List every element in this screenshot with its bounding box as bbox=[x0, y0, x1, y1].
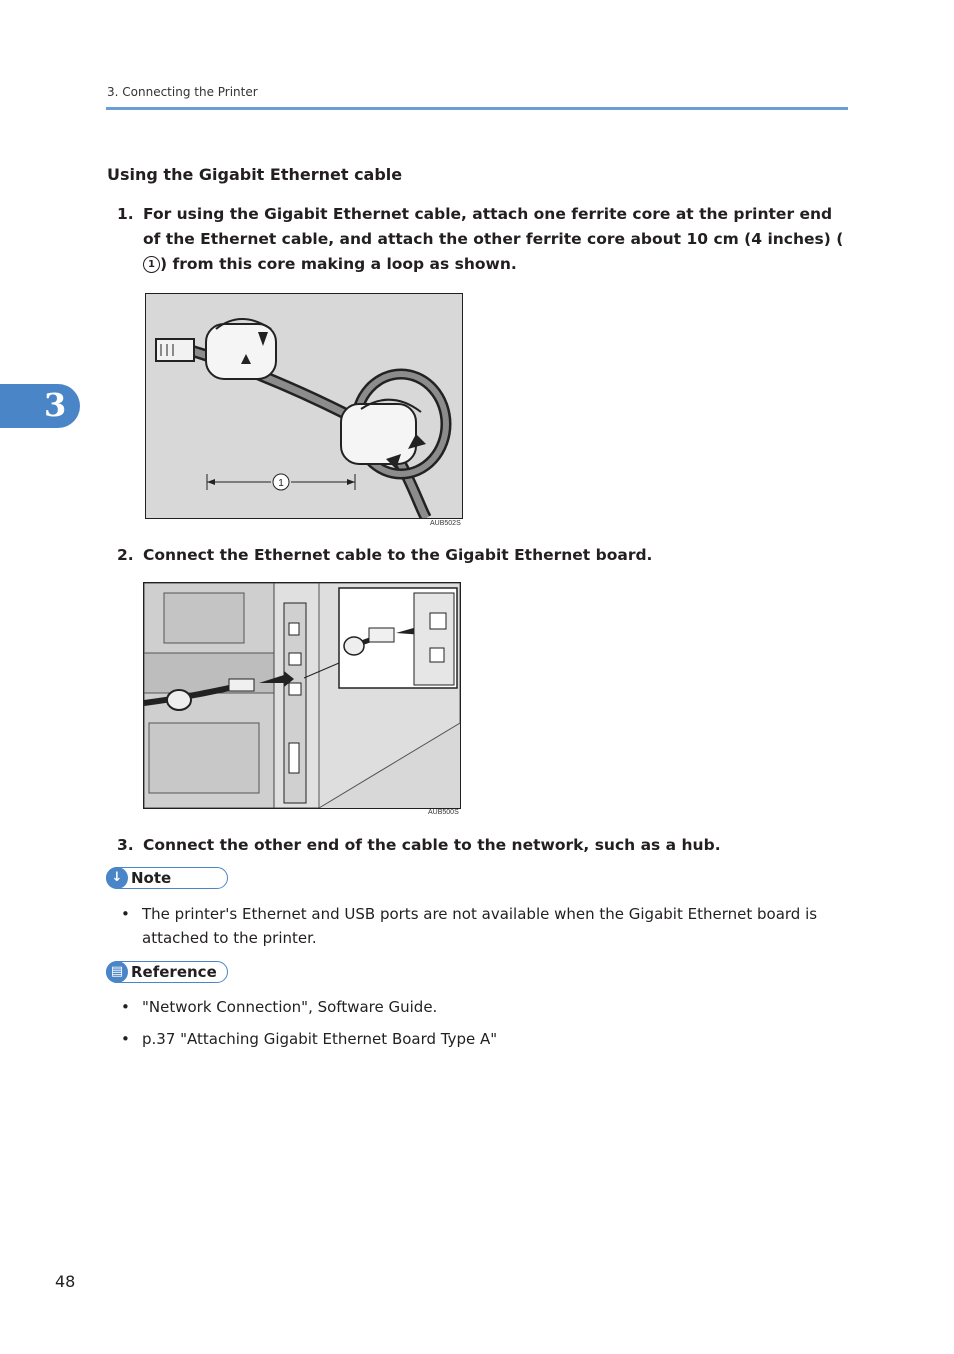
step-number: 3. bbox=[117, 836, 134, 854]
note-label-text: Note bbox=[131, 869, 172, 887]
step-3 bbox=[117, 833, 848, 858]
reference-link[interactable]: p.37 "Attaching Gigabit Ethernet Board Type A" bbox=[142, 1030, 498, 1048]
step-1 bbox=[117, 202, 848, 277]
reference-item-text: "Network Connection", Software Guide. bbox=[142, 998, 438, 1016]
figure-code: AUB502S bbox=[430, 520, 461, 527]
reference-label-text: Reference bbox=[131, 963, 217, 981]
note-item bbox=[121, 902, 848, 950]
reference-item[interactable] bbox=[121, 1027, 848, 1051]
reference-item bbox=[121, 995, 848, 1019]
page-number: 48 bbox=[55, 1272, 76, 1291]
note-item-text: The printer's Ethernet and USB ports are not available when the Gigabit Ethernet board is attached to the printer. bbox=[142, 905, 818, 947]
breadcrumb: 3. Connecting the Printer bbox=[107, 85, 258, 99]
reference-label bbox=[106, 961, 228, 983]
bullet-dot: • bbox=[121, 998, 130, 1016]
section-title: Using the Gigabit Ethernet cable bbox=[107, 165, 403, 184]
step-text: For using the Gigabit Ethernet cable, attach one ferrite core at the printer end of the Ethernet cable, and attach the other ferrite core about 10 cm (4 inches) (1 ) from this core making a loop as shown. bbox=[143, 205, 844, 273]
step-text: Connect the other end of the cable to the network, such as a hub. bbox=[143, 836, 721, 854]
arrow-down-icon: ↓ bbox=[106, 867, 128, 889]
dimension-callout: 1 bbox=[278, 478, 284, 489]
chapter-tab bbox=[0, 384, 80, 428]
step-text: Connect the Ethernet cable to the Gigabit Ethernet board. bbox=[143, 546, 653, 564]
step-2 bbox=[117, 543, 848, 568]
figure-code: AUB500S bbox=[428, 809, 459, 816]
ferrite-core-figure bbox=[145, 293, 463, 519]
ferrite-core-illustration bbox=[146, 294, 462, 518]
header-rule bbox=[106, 107, 848, 110]
printer-rear-illustration bbox=[144, 583, 460, 808]
note-label bbox=[106, 867, 228, 889]
book-icon: ▤ bbox=[106, 961, 128, 983]
step-number: 1. bbox=[117, 205, 134, 223]
step-number: 2. bbox=[117, 546, 134, 564]
callout-marker: 1 bbox=[143, 256, 160, 273]
ethernet-board-figure bbox=[143, 582, 461, 809]
bullet-dot: • bbox=[121, 1030, 130, 1048]
bullet-dot: • bbox=[121, 905, 130, 923]
chapter-number: 3 bbox=[44, 386, 67, 424]
